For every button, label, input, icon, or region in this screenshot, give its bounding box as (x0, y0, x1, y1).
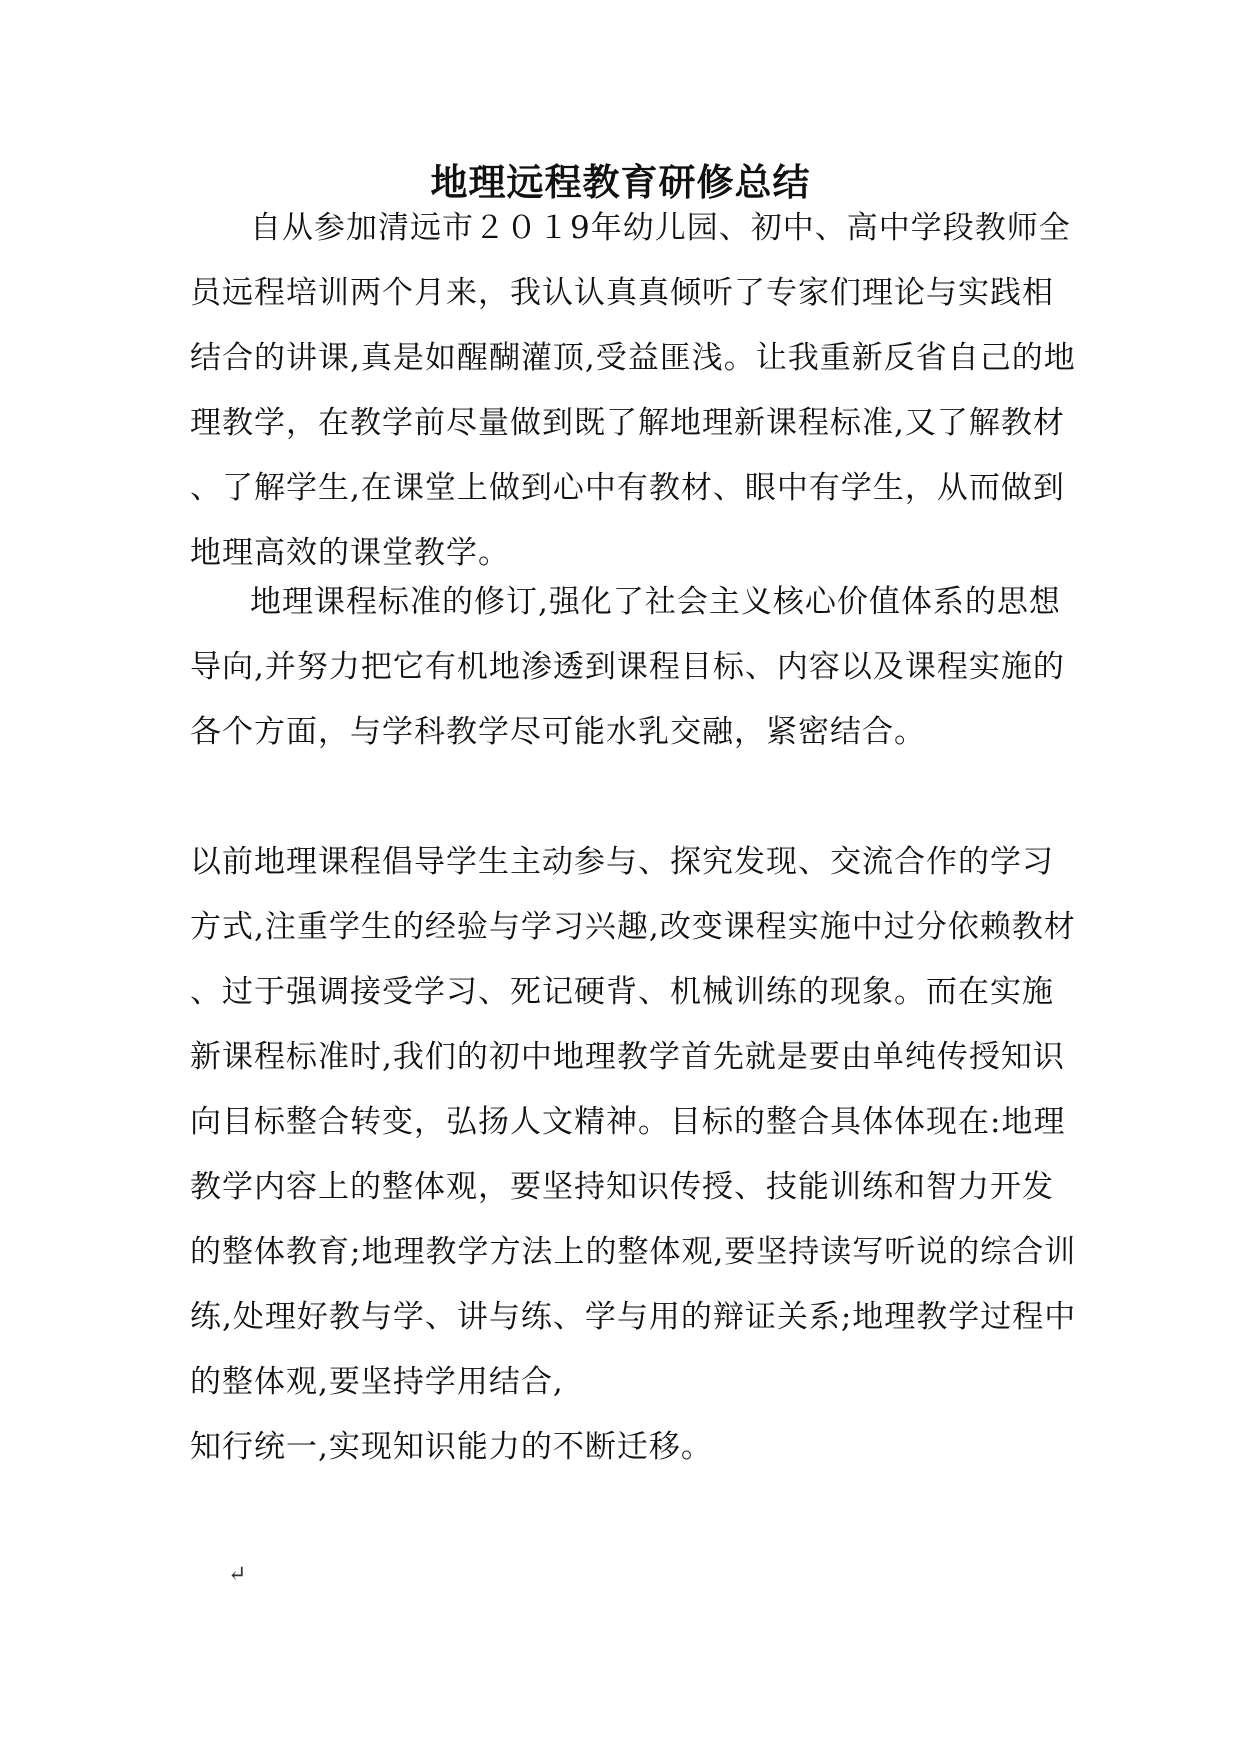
paragraph-line: 知行统一,实现知识能力的不断迁移。 (190, 1429, 713, 1465)
paragraph-3 (190, 830, 1077, 1415)
paragraph-line: 地理高效的课堂教学。 (190, 535, 510, 571)
paragraph-line: 方式,注重学生的经验与学习兴趣,改变课程实施中过分依赖教材 (190, 909, 1076, 945)
paragraph-line: 结合的讲课,真是如醒醐灌顶,受益匪浅。让我重新反省自己的地 (190, 340, 1076, 376)
paragraph-4 (190, 1415, 1070, 1480)
paragraph-line: 地理课程标准的修订,强化了社会主义核心价值体系的思想 (250, 584, 1061, 620)
paragraph-line: 各个方面，与学科教学尽可能水乳交融，紧密结合。 (190, 714, 926, 750)
paragraph-line: 理教学，在教学前尽量做到既了解地理新课程标准,又了解教材 (190, 405, 1065, 441)
paragraph-2 (190, 570, 1070, 765)
paragraph-line: 教学内容上的整体观，要坚持知识传授、技能训练和智力开发 (190, 1169, 1054, 1205)
paragraph-line: 、过于强调接受学习、死记硬背、机械训练的现象。而在实施 (190, 974, 1054, 1010)
paragraph-line: 练,处理好教与学、讲与练、学与用的辩证关系;地理教学过程中 (190, 1299, 1077, 1335)
document-title: 地理远程教育研修总结 (430, 160, 811, 204)
paragraph-1 (190, 196, 1076, 586)
paragraph-line: 导向,并努力把它有机地渗透到课程目标、内容以及课程实施的 (190, 649, 1065, 685)
paragraph-line: 员远程培训两个月来，我认认真真倾听了专家们理论与实践相 (190, 275, 1054, 311)
paragraph-line: 、了解学生,在课堂上做到心中有教材、眼中有学生，从而做到 (190, 470, 1065, 506)
paragraph-mark-icon: ↵ (228, 1562, 247, 1587)
paragraph-line: 新课程标准时,我们的初中地理教学首先就是要由单纯传授知识 (190, 1039, 1065, 1075)
paragraph-line: 自从参加清远市２０１9年幼儿园、初中、高中学段教师全 (250, 210, 1071, 246)
paragraph-line: 向目标整合转变，弘扬人文精神。目标的整合具体体现在:地理 (190, 1104, 1066, 1140)
paragraph-line: 以前地理课程倡导学生主动参与、探究发现、交流合作的学习 (190, 844, 1054, 880)
paragraph-line: 的整体观,要坚持学用结合, (190, 1364, 564, 1400)
paragraph-line: 的整体教育;地理教学方法上的整体观,要坚持读写听说的综合训 (190, 1234, 1077, 1270)
